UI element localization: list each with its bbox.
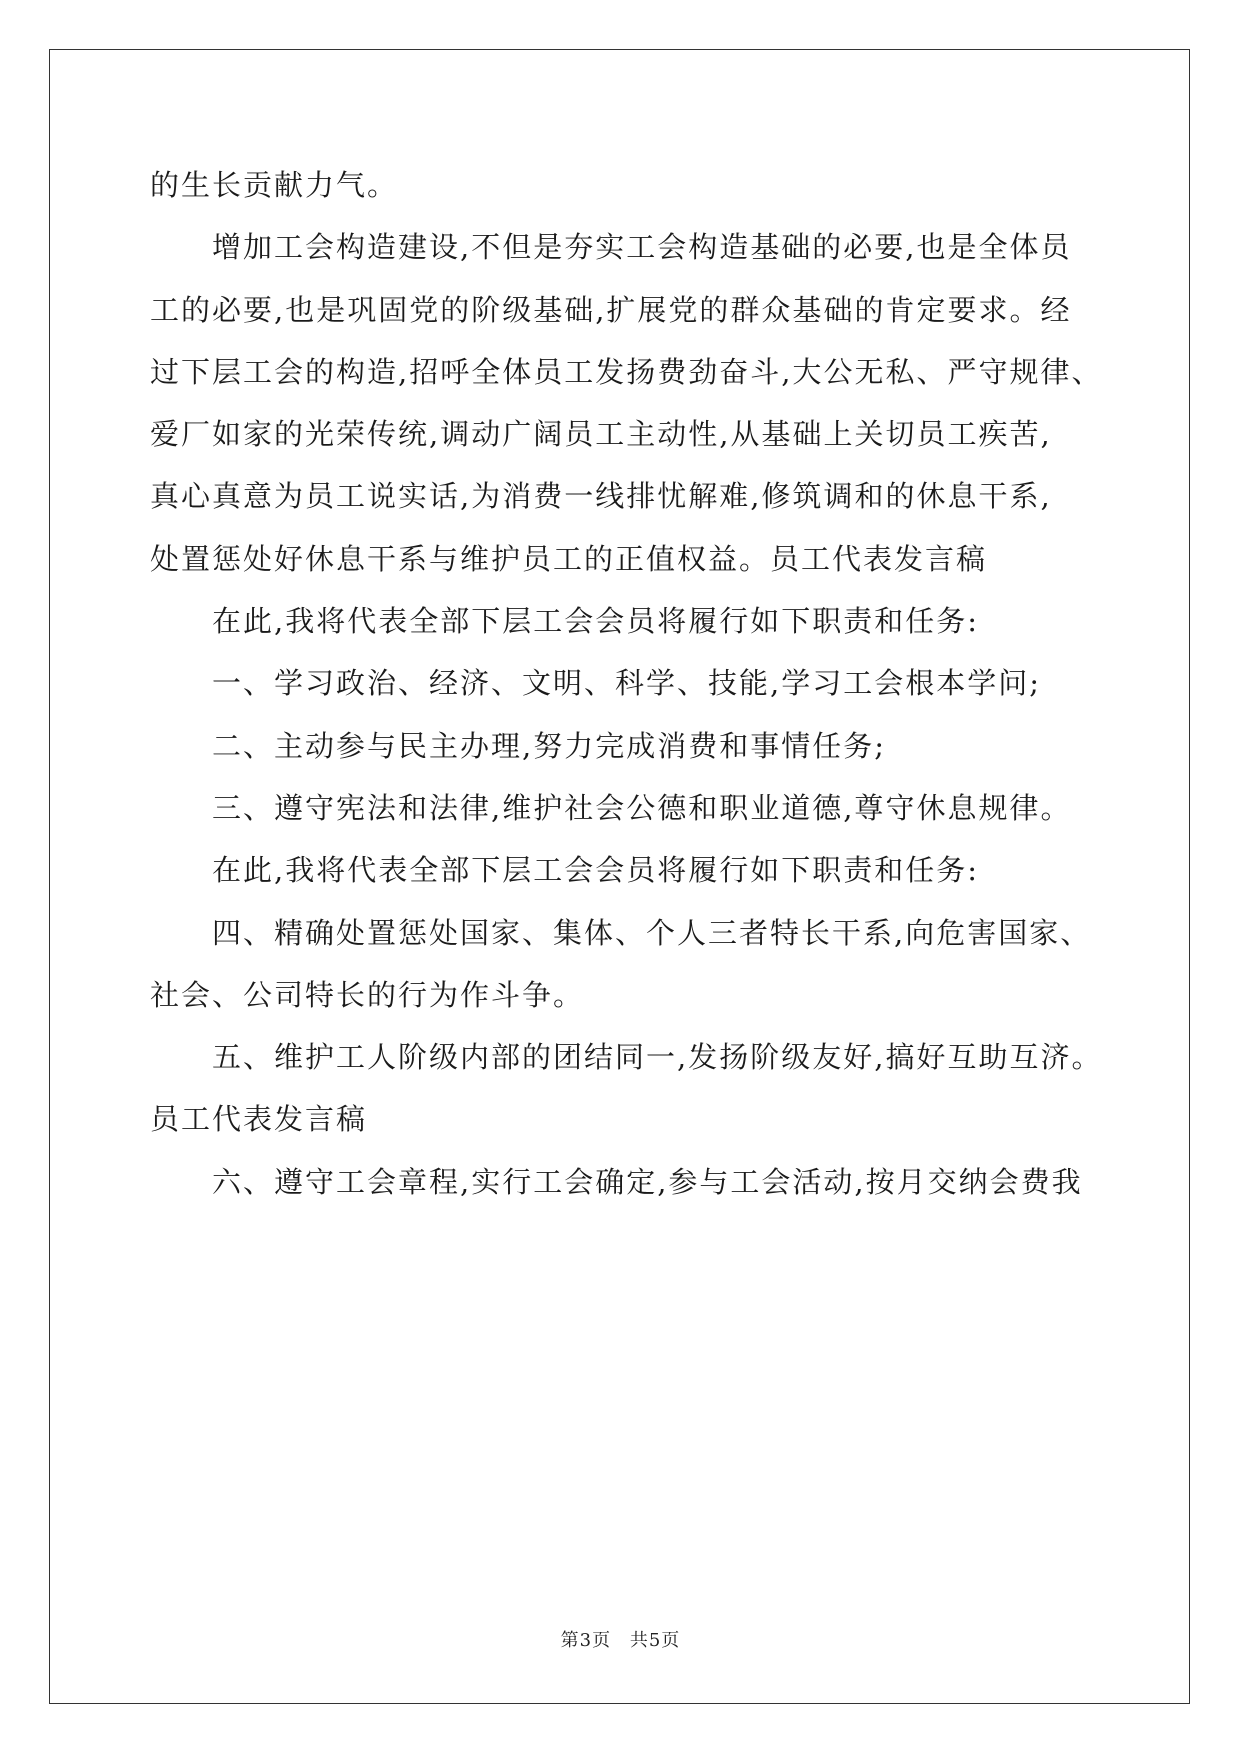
text-line: 二、主动参与民主办理,努力完成消费和事情任务;	[212, 728, 886, 763]
text-line: 在此,我将代表全部下层工会会员将履行如下职责和任务:	[212, 853, 979, 888]
text-line: 三、遵守宪法和法律,维护社会公德和职业道德,尊守休息规律。	[212, 790, 1072, 825]
page-footer	[0, 1626, 1241, 1652]
text-line: 的生长贡献力气。	[150, 168, 399, 202]
text-line: 在此,我将代表全部下层工会会员将履行如下职责和任务:	[212, 604, 979, 639]
text-line: 工的必要,也是巩固党的阶级基础,扩展党的群众基础的肯定要求。经	[150, 292, 1072, 327]
text-line: 员工代表发言稿	[150, 1102, 368, 1137]
page-total: 共5页	[629, 1630, 681, 1651]
text-line: 六、遵守工会章程,实行工会确定,参与工会活动,按月交纳会费我	[212, 1164, 1083, 1199]
text-line: 社会、公司特长的行为作斗争。	[150, 977, 585, 1012]
text-line: 处置惩处好休息干系与维护员工的正值权益。员工代表发言稿	[150, 541, 988, 576]
text-line: 真心真意为员工说实话,为消费一线排忧解难,修筑调和的休息干系,	[150, 479, 1052, 514]
text-line: 过下层工会的构造,招呼全体员工发扬费劲奋斗,大公无私、严守规律、	[150, 354, 1103, 389]
text-line: 一、学习政治、经济、文明、科学、技能,学习工会根本学问;	[212, 666, 1041, 701]
document-body	[150, 154, 1103, 1213]
text-line: 增加工会构造建设,不但是夯实工会构造基础的必要,也是全体员	[212, 230, 1072, 265]
text-line: 五、维护工人阶级内部的团结同一,发扬阶级友好,搞好互助互济。	[212, 1040, 1103, 1075]
text-line: 四、精确处置惩处国家、集体、个人三者特长干系,向危害国家、	[212, 915, 1092, 950]
page-number: 第3页	[560, 1630, 612, 1651]
text-line: 爱厂如家的光荣传统,调动广阔员工主动性,从基础上关切员工疾苦,	[150, 417, 1052, 452]
